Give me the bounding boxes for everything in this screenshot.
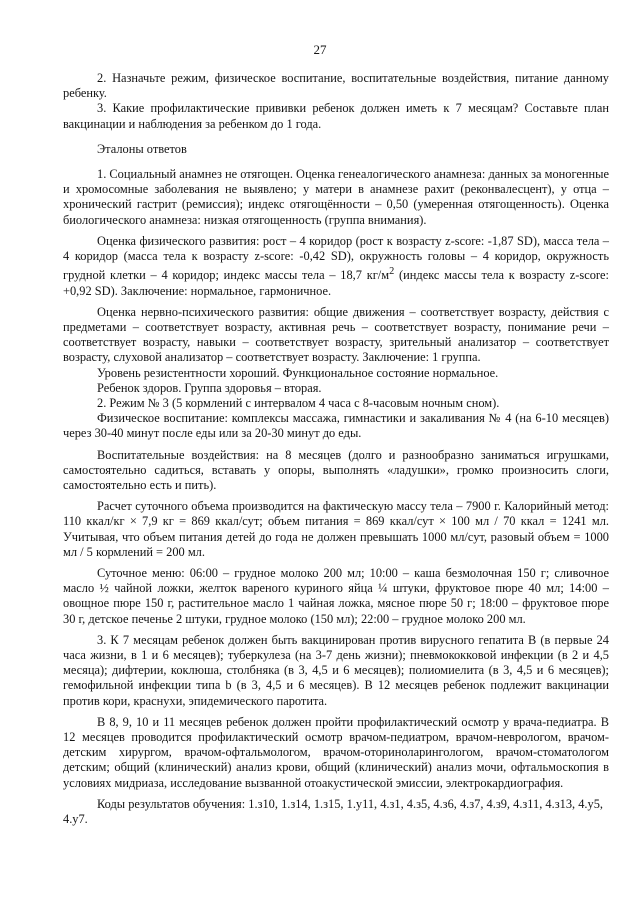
page-number: 27 <box>313 42 327 57</box>
answer-paragraph-physical-development <box>63 234 609 299</box>
answer-paragraph-physical-education: Физическое воспитание: комплексы массажа, гимнастики и закаливания № 4 (на 6-10 месяцев) через 30-40 минут после еды или за 20-30 минут до еды. <box>63 411 609 441</box>
answer-paragraph-upbringing: Воспитательные воздействия: на 8 месяцев (долго и разнообразно заниматься игрушками, самостоятельно садиться, вставать у опоры, выполнять «ладушки», громко произносить слоги, самостоятельно есть и пить). <box>63 447 609 492</box>
answer-paragraph-neuro-development: Оценка нервно-психического развития: общие движения – соответствует возрасту, действия с предметами – соответствует возрасту, активная речь – соответствует возрасту, понимание речи – соответствует возрасту, навыки – соответствует возрасту, зрительный анализатор – соответствует возрасту, слуховой анализатор – соответствует возрасту. Заключение: 1 группа. <box>63 304 609 365</box>
answer-paragraph-regime: 2. Режим № 3 (5 кормлений с интервалом 4 часа с 8-часовым ночным сном). <box>97 395 500 410</box>
answer-paragraph-feeding-volume: Расчет суточного объема производится на фактическую массу тела – 7900 г. Калорийный метод: 110 ккал/кг × 7,9 кг = 869 ккал/сут; объем питания = 869 ккал/сут × 100 мл / 70 ккал = 1241 мл. Учитывая, что объем питания детей до года не должен превышать 1000 мл/сут, разовый объем = 1000 мл / 5 кормлений = 200 мл. <box>63 499 609 559</box>
answer-paragraph-vaccination: 3. К 7 месяцам ребенок должен быть вакцинирован против вирусного гепатита В (в первые 24 часа жизни, в 1 и 6 месяцев); туберкулеза (на 3-7 день жизни); пневмококковой инфекции (в 2 и 4,5 месяца); дифтерии, коклюша, столбняка (в 3, 4,5 и 6 месяцев); полиомиелита (в 3, 4,5 и 6 месяцев); гемофильной инфекции типа b (в 3, 4,5 и 6 месяцев). В 12 месяцев ребенок подлежит вакцинации против кори, краснухи, эпидемического паротита. <box>63 632 609 708</box>
answer-paragraph-anamnesis: 1. Социальный анамнез не отягощен. Оценка генеалогического анамнеза: данных за моногенные и хромосомные заболевания не выявлено; у матери в анамнезе рахит (реконвалесцент), у отца – хронический гастрит (ремиссия); индекс отягощённости – 0,50 (умеренная отягощенность). Оценка биологического анамнеза: низкая отягощенность (группа внимания). <box>63 167 609 227</box>
answer-paragraph-learning-codes: Коды результатов обучения: 1.з10, 1.з14, 1.з15, 1.у11, 4.з1, 4.з5, 4.з6, 4.з7, 4.з9, 4.з11, 4.з13, 4.у5, 4.у7. <box>63 796 603 827</box>
answer-paragraph-examinations: В 8, 9, 10 и 11 месяцев ребенок должен пройти профилактический осмотр у врача-педиатра. В 12 месяцев проводится профилактический осмотр врачом-педиатром, врачом-неврологом, врачом-детским хирургом, врачом-офтальмологом, врачом-оториноларингологом, врачом-стоматологом детским; общий (клинический) анализ крови, общий (клинический) анализ мочи, офтальмоскопия в условиях мидриаза, исследование вызванной отоакустической эмиссии, электрокардиография. <box>63 714 609 790</box>
physical-development-text-end: (индекс массы тела к возрасту z-score: +0,92 SD). Заключение: нормальное, гармоничное. <box>63 268 609 298</box>
answer-paragraph-resistance: Уровень резистентности хороший. Функциональное состояние нормальное. <box>97 365 499 380</box>
answer-paragraph-health-group: Ребенок здоров. Группа здоровья – вторая. <box>97 380 322 395</box>
answer-paragraph-daily-menu: Суточное меню: 06:00 – грудное молоко 200 мл; 10:00 – каша безмолочная 150 г; сливочное масло ½ чайной ложки, желток вареного куриного яйца ¼ штуки, фруктовое пюре 40 мл; 14:00 – овощное пюре 150 г, растительное масло 1 чайная ложка, мясное пюре 50 г; 18:00 – фруктовое пюре 30 г, детское печенье 2 штуки, грудное молоко (150 мл); 22:00 – грудное молоко 200 мл. <box>63 566 609 626</box>
task-paragraph-2: 2. Назначьте режим, физическое воспитание, воспитательные воздействия, питание данному ребенку. <box>63 71 609 101</box>
page-content <box>63 71 609 827</box>
superscript-two: 2 <box>389 266 395 278</box>
task-paragraph-3: 3. Какие профилактические прививки ребенок должен иметь к 7 месяцам? Составьте план вакцинации и наблюдения за ребенком до 1 года. <box>63 101 609 131</box>
physical-development-text: Оценка физического развития: рост – 4 коридор (рост к возрасту z-score: -1,87 SD), масса тела – 4 коридор (масса тела к возрасту z-score: -0,42 SD), окружность головы – 4 коридор, окружность грудной клетки – 4 коридор; индекс массы тела – 18,7 кг/м <box>63 233 609 283</box>
answers-heading: Эталоны ответов <box>97 141 187 156</box>
